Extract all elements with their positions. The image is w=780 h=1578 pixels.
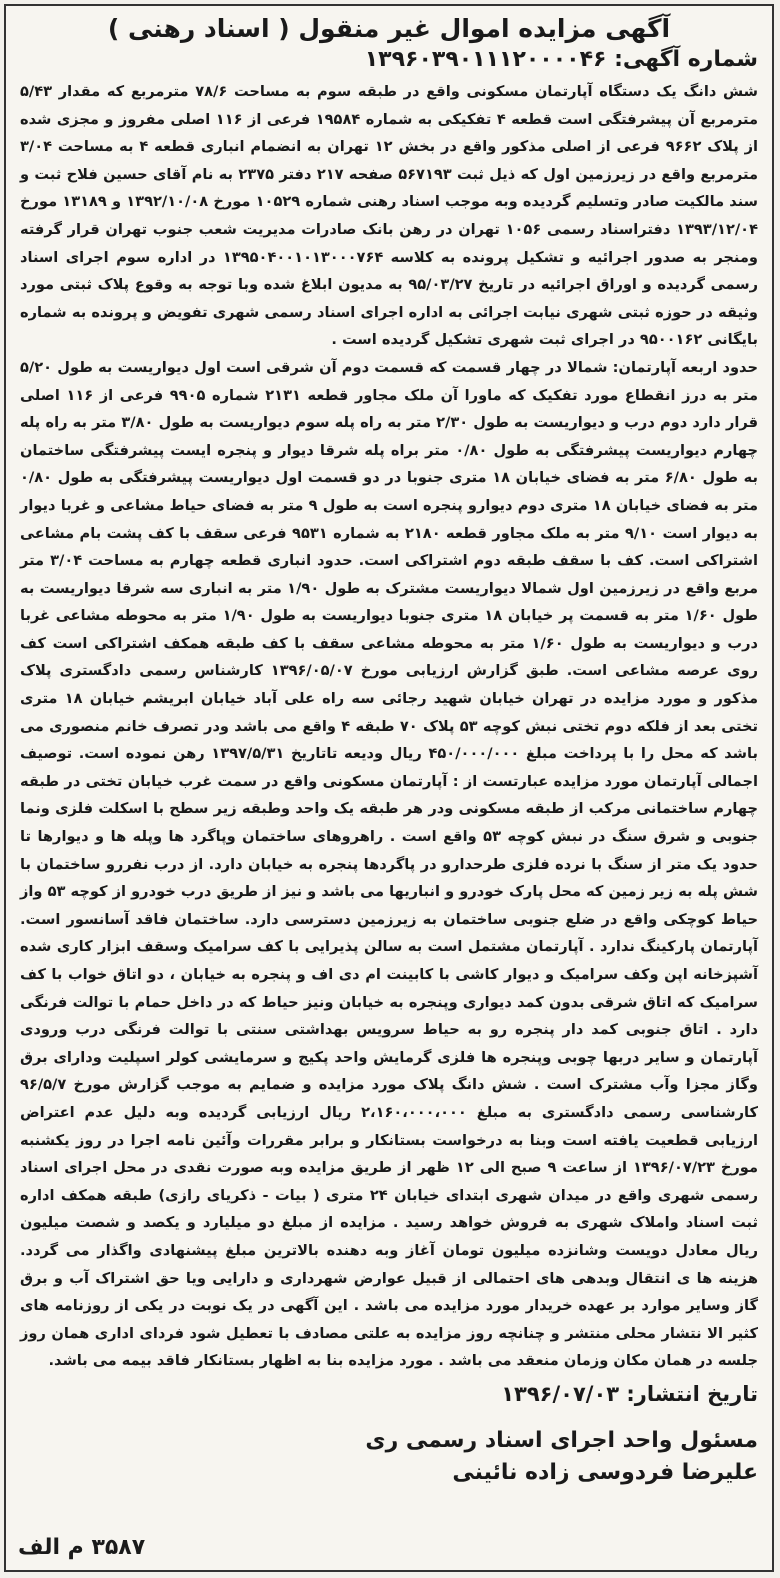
body-paragraph-1: شش دانگ یک دستگاه آپارتمان مسکونی واقع در طبقه سوم به مساحت ۷۸/۶ مترمربع که مقدار ۵/۴۳ مترمربع آن پیشرفتگی است قطعه ۴ تفکیکی به شماره ۱۹۵۸۴ فرعی از ۱۱۶ اصلی مفروز و مجزی شده از پلاک ۹۶۶۲ فرعی از اصلی مذکور واقع در بخش ۱۲ تهران به انضمام انباری قطعه ۴ به مساحت ۳/۰۴ مترمربع واقع در زیرزمین اول که ذیل ثبت ۵۶۷۱۹۳ صفحه ۲۱۷ دفتر ۲۳۷۵ به نام آقای حسین فلاح ثبت و سند مالکیت صادر وتسلیم گردیده وبه موجب اسناد رهنی شماره ۱۰۵۲۹ مورخ ۱۳۹۲/۱۰/۰۸ و ۱۳۱۸۹ مورخ ۱۳۹۳/۱۲/۰۴ دفتراسناد رسمی ۱۰۵۶ تهران در رهن بانک صادرات مدیریت شعب جنوب تهران قرار گرفته ومنجر به صدور اجرائیه و تشکیل پرونده به کلاسه ۱۳۹۵۰۴۰۰۱۰۱۳۰۰۰۷۶۴ در اداره سوم اجرای اسناد رسمی گردیده و اوراق اجرائیه در تاریخ ۹۵/۰۳/۲۷ به مدیون ابلاغ شده وبا توجه به وقوع پلاک ثبتی مورد وثیقه در حوزه ثبتی شهری نیابت اجرائی به اداره اجرای اسناد رسمی شهری تفویض و پرونده به شماره بایگانی ۹۵۰۰۱۶۲ در اجرای ثبت شهری تشکیل گردیده است . (20, 83, 759, 349)
publish-date (20, 1379, 758, 1409)
body-paragraph-2: حدود اربعه آپارتمان: شمالا در چهار قسمت که قسمت دوم آن شرقی است اول دیواریست به طول ۵/۲۰ متر به درز انقطاع مورد تفکیک که ماورا آن ملک مجاور قطعه ۲۱۳۱ شماره ۹۹۰۵ فرعی از ۱۱۶ اصلی قرار دارد دوم درب و دیواریست به طول ۲/۳۰ متر به راه پله سوم دیواریست به طول ۳/۸۰ متر به راه پله چهارم دیواریست پیشرفتگی به طول ۰/۸۰ متر براه پله شرقا دیوار و پنجره ایست پیشرفتگی ساختمان به طول ۶/۸۰ متر به فضای خیابان ۱۸ متری جنوبا در دو قسمت اول دیواریست پیشرفتگی به طول ۰/۸۰ متر به فضای خیابان ۱۸ متری دوم دیوارو پنجره است به طول ۹ متر به فضای حیاط مشاعی و غربا دیوار به دیوار است ۹/۱۰ متر به ملک مجاور قطعه ۲۱۸۰ به شماره ۹۵۳۱ فرعی سقف با کف پشت بام مشاعی اشتراکی است. کف با سقف طبقه دوم اشتراکی است. حدود انباری قطعه چهارم به مساحت ۳/۰۴ متر مربع واقع در زیرزمین اول شمالا دیواریست مشترک به طول ۱/۹۰ متر به انباری سه شرقا دیواریست به طول ۱/۶۰ متر به قسمت پر خیابان ۱۸ متری جنوبا دیواریست به طول ۱/۹۰ متر به محوطه مشاعی غربا درب و دیواریست به طول ۱/۶۰ متر به محوطه مشاعی سقف با کف طبقه همکف اشتراکی است کف روی عرصه مشاعی است. طبق گزارش ارزیابی مورخ ۱۳۹۶/۰۵/۰۷ کارشناس رسمی دادگستری پلاک مذکور و مورد مزایده در تهران خیابان شهید رجائی سه راه علی آباد خیابان ابریشم خیابان ۱۸ متری تختی بعد از فلکه دوم تختی نبش کوچه ۵۳ پلاک ۷۰ طبقه ۴ واقع می باشد ودر تصرف خانم منصوری می باشد که محل را با پرداخت مبلغ ۴۵۰/۰۰۰/۰۰۰ ریال ودیعه تاتاریخ ۱۳۹۷/۵/۳۱ رهن نموده است. توصیف اجمالی آپارتمان مورد مزایده عبارتست از : آپارتمان مسکونی واقع در سمت غرب خیابان تختی در طبقه چهارم ساختمانی مرکب از طبقه مسکونی ودر هر طبقه یک واحد وطبقه زیر سطح با اسکلت فلزی ونما جنوبی و شرق سنگ در نبش کوچه ۵۳ واقع است . راهروهای ساختمان وپاگرد ها وپله ها و دیوارها تا حدود یک متر از سنگ با نرده فلزی طرحدارو در پاگردها پنجره به خیابان دارد. از درب نفررو ساختمان با شش پله به زیر زمین که محل پارک خودرو و انباریها می باشد و نیز از طریق درب خودرو از کوچه ۵۳ واز حیاط کوچکی واقع در ضلع جنوبی ساختمان به زیرزمین دسترسی دارد. ساختمان فاقد آسانسور است. آپارتمان پارکینگ ندارد . آپارتمان مشتمل است به سالن پذیرایی با کف سرامیک وسقف ابزار کاری شده آشپزخانه اپن وکف سرامیک و دیوار کاشی با کابینت ام دی اف و پنجره به خیابان ، دو اتاق خواب با کف سرامیک که اتاق شرقی بدون کمد دیواری وپنجره به خیابان ونیز حیاط که در داخل حمام با توالت فرنگی دارد . اتاق جنوبی کمد دار پنجره رو به حیاط سرویس بهداشتی سنتی با توالت فرنگی درب ورودی آپارتمان و سایر دربها چوبی وپنجره ها فلزی گرمایش واحد پکیج و سرمایشی کولر اسپلیت ودارای برق وگاز مجزا وآب مشترک است . شش دانگ پلاک مورد مزایده و ضمایم به موجب گزارش مورخ ۹۶/۵/۷ کارشناسی رسمی دادگستری به مبلغ ۲،۱۶۰،۰۰۰،۰۰۰ ریال ارزیابی گردیده وبه دلیل عدم اعتراض ارزیابی قطعیت یافته است وبنا به درخواست بستانکار و برابر مقررات وآئین نامه اجرا در روز یکشنبه مورخ ۱۳۹۶/۰۷/۲۳ از ساعت ۹ صبح الی ۱۲ ظهر از طریق مزایده وبه صورت نقدی در محل اجرای اسناد رسمی شهری واقع در میدان شهری ابتدای خیابان ۲۴ متری ( بیات - ذکریای رازی) طبقه همکف اداره ثبت اسناد واملاک شهری به فروش خواهد رسید . مزایده از مبلغ دو میلیارد و یکصد و شصت میلیون ریال معادل دویست وشانزده میلیون تومان آغاز وبه دهنده بالاترین مبلغ پیشنهادی واگذار می گردد. هزینه ها ی انتقال وبدهی های احتمالی از قبیل عوارض شهرداری و دارایی ویا حق اشتراک آب و برق گاز وسایر موارد بر عهده خریدار مورد مزایده می باشد . این آگهی در یک نوبت در یکی از روزنامه های کثیر الا نتشار محلی منتشر و چنانچه روز مزایده به علتی مصادف با تعطیل شود فردای اداری همان روز جلسه در همان مکان وزمان منعقد می باشد . مورد مزایده بنا به اظهار بستانکار فاقد بیمه می باشد. (20, 358, 759, 1370)
signature-title: مسئول واحد اجرای اسناد رسمی ری (365, 1427, 758, 1453)
signature-block (20, 1425, 758, 1489)
footer-code: ۳۵۸۷ م الف (18, 1535, 146, 1560)
notice-body (20, 78, 758, 1375)
notice-title: آگهی مزایده اموال غیر منقول ( اسناد رهنی ) (107, 14, 671, 43)
notice-number (20, 46, 758, 74)
auction-notice (4, 4, 774, 1572)
publish-date-value: ۱۳۹۶/۰۷/۰۳ (501, 1381, 620, 1406)
notice-number-value: ۱۳۹۶۰۳۹۰۱۱۱۲۰۰۰۰۴۶ (364, 47, 607, 72)
notice-number-label: شماره آگهی: (614, 47, 758, 72)
publish-date-label: تاریخ انتشار: (626, 1381, 758, 1406)
signature-name: علیرضا فردوسی زاده نائینی (452, 1459, 758, 1485)
